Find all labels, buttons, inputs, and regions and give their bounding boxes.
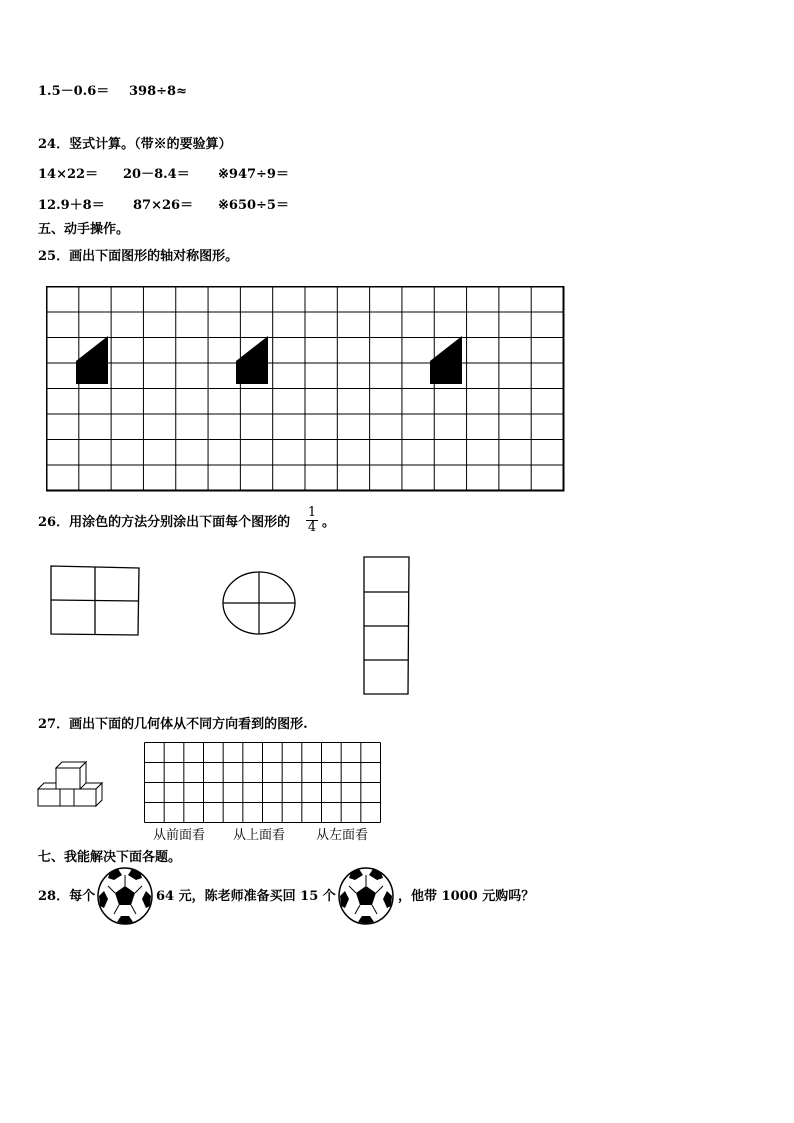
q25-title: 25．画出下面图形的轴对称图形。: [38, 249, 239, 264]
soccer-ball-icon: [337, 866, 395, 926]
q28-part3: ，他带 1000 元购吗？: [398, 889, 535, 904]
q24-row2-item2: 87×26＝: [133, 198, 194, 213]
section7-title: 七、我能解决下面各题。: [38, 850, 182, 865]
q27-label-front: 从前面看: [153, 828, 206, 843]
q27-grid: [143, 741, 383, 825]
q24-title: 24．竖式计算。（带※的要验算）: [38, 137, 232, 152]
q26-fraction-den: 4: [307, 520, 317, 535]
soccer-ball-icon: [96, 866, 154, 926]
q27-label-left: 从左面看: [316, 828, 369, 843]
q24-row2-item1: 12.9＋8＝: [38, 198, 105, 213]
q26-fraction: [306, 506, 318, 535]
q24-row1-item3: ※947÷9＝: [218, 167, 289, 182]
q24-row1-item2: 20－8.4＝: [123, 167, 190, 182]
q25-shape-3: [430, 336, 462, 384]
q27-label-top: 从上面看: [233, 828, 286, 843]
q24-row1-item1: 14×22＝: [38, 167, 99, 182]
section5-title: 五、动手操作。: [38, 222, 130, 237]
q28-part1: 28．每个: [38, 889, 96, 904]
q26-title-after: 。: [322, 515, 336, 530]
q25-grid: [46, 286, 566, 492]
q25-shape-1b: [76, 336, 108, 384]
q23-expr-b: 398÷8≈: [129, 84, 187, 99]
q26-fraction-num: 1: [307, 505, 317, 520]
q26-circle: [221, 570, 297, 636]
q26-title-before: 26．用涂色的方法分别涂出下面每个图形的: [38, 515, 291, 530]
q26-square: [50, 564, 142, 638]
q24-row2-item3: ※650÷5＝: [218, 198, 289, 213]
q27-title: 27．画出下面的几何体从不同方向看到的图形.: [38, 717, 308, 732]
q23-expr-a: 1.5－0.6＝: [38, 84, 110, 99]
q28-part2: 64 元，陈老师准备买回 15 个: [156, 889, 336, 904]
cube-stack-icon: [36, 760, 106, 808]
q26-rectangle: [362, 556, 412, 696]
